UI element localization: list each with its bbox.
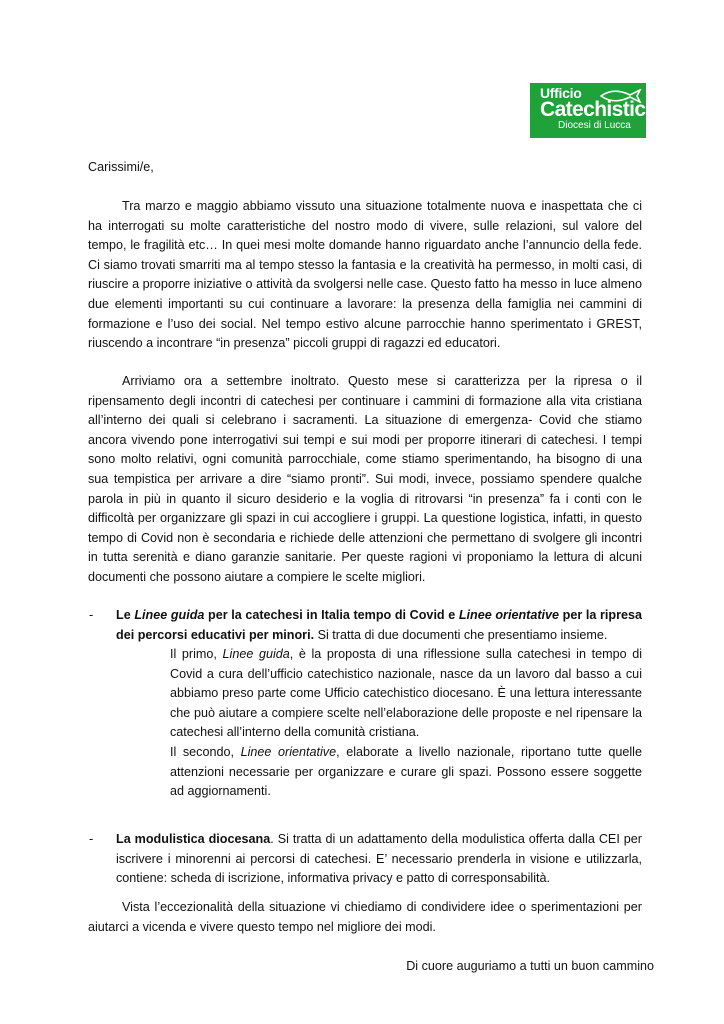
- list-bullet-1: -: [89, 608, 94, 622]
- logo-line1: Ufficio: [540, 85, 582, 101]
- list-item-1-sub-1: Il primo, Linee guida, è la proposta di una riflessione sulla catechesi in tempo di Covid a cura dell’ufficio catechistico nazionale, nasce da un lavoro dal basso a cui abbiamo preso parte come Ufficio catechistico diocesano. È una lettura interessante che può aiutare a compiere scelte nell’elaborazione delle proposte e nel ripensare la catechesi all’interno della comunità cristiana.: [170, 647, 642, 740]
- paragraph-2: Arriviamo ora a settembre inoltrato. Questo mese si caratterizza per la ripresa o il ripensamento degli incontri di catechesi per continuare i cammini di formazione alla vita cristiana all’interno dei quali si celebrano i sacramenti. La situazione di emergenza- Covid che stiamo ancora vivendo pone interrogativi sui tempi e sui modi per proporre itinerari di catechesi. I tempi sono molto relativi, ogni comunità parrocchiale, come stiamo sperimentando, ha bisogno di una sua tempistica per arrivare a dire “siamo pronti”. Sui modi, invece, possiamo spendere qualche parola in più in quanto il sicuro desiderio e la voglia di ritrovarsi “in presenza” fa i conti con le difficoltà per organizzare gli spazi in cui accogliere i gruppi. La questione logistica, infatti, in questo tempo di Covid non è secondaria e richiede delle attenzioni che permettano di svolgere gli incontri in tutta serenità e diano garanzie sanitarie. Per queste ragioni vi proponiamo la lettura di alcuni documenti che possono aiutare a compiere le scelte migliori.: [88, 374, 642, 584]
- list-item-1: Le Linee guida per la catechesi in Italia tempo di Covid e Linee orientative per la ripresa dei percorsi educativi per minori. Si tratta di due documenti che presentiamo insieme.: [116, 608, 642, 642]
- list-bullet-2: -: [89, 832, 94, 846]
- fish-icon: [600, 89, 642, 103]
- closing: Di cuore auguriamo a tutti un buon cammino: [406, 959, 654, 973]
- logo-line2: Catechistico: [540, 98, 658, 121]
- list-item-1-sub-2: Il secondo, Linee orientative, elaborate a livello nazionale, riportano tutte quelle attenzioni necessarie per organizzare e curare gli spazi. Possono essere soggette ad aggiornamenti.: [170, 745, 642, 799]
- logo-line3: Diocesi di Lucca: [558, 120, 631, 131]
- list-item-2: La modulistica diocesana. Si tratta di un adattamento della modulistica offerta dalla CEI per iscrivere i minorenni ai percorsi di catechesi. E’ necessario prenderla in visione e utilizzarla, contiene: scheda di iscrizione, informativa privacy e patto di corresponsabilità.: [116, 832, 642, 886]
- paragraph-3: Vista l’eccezionalità della situazione vi chiediamo di condividere idee o sperimentazioni per aiutarci a vicenda e vivere questo tempo nel migliore dei modi.: [88, 900, 642, 934]
- greeting: Carissimi/e,: [88, 160, 154, 174]
- paragraph-1: Tra marzo e maggio abbiamo vissuto una situazione totalmente nuova e inaspettata che ci ha interrogati su molte caratteristiche del nostro modo di vivere, sulle relazioni, sul valore del tempo, le fragilità etc… In quei mesi molte domande hanno riguardato anche l’annuncio della fede. Ci siamo trovati smarriti ma al tempo stesso la fantasia e la creatività ha permesso, in molti casi, di riuscire a proporre iniziative o attività da svolgersi nelle case. Questo fatto ha messo in luce almeno due elementi importanti su cui continuare a lavorare: la presenza della famiglia nei cammini di formazione e l’uso dei social. Nel tempo estivo alcune parrocchie hanno sperimentato i GREST, riuscendo a incontrare “in presenza” piccoli gruppi di ragazzi ed educatori.: [88, 199, 642, 351]
- ufficio-catechistico-logo: [530, 83, 658, 138]
